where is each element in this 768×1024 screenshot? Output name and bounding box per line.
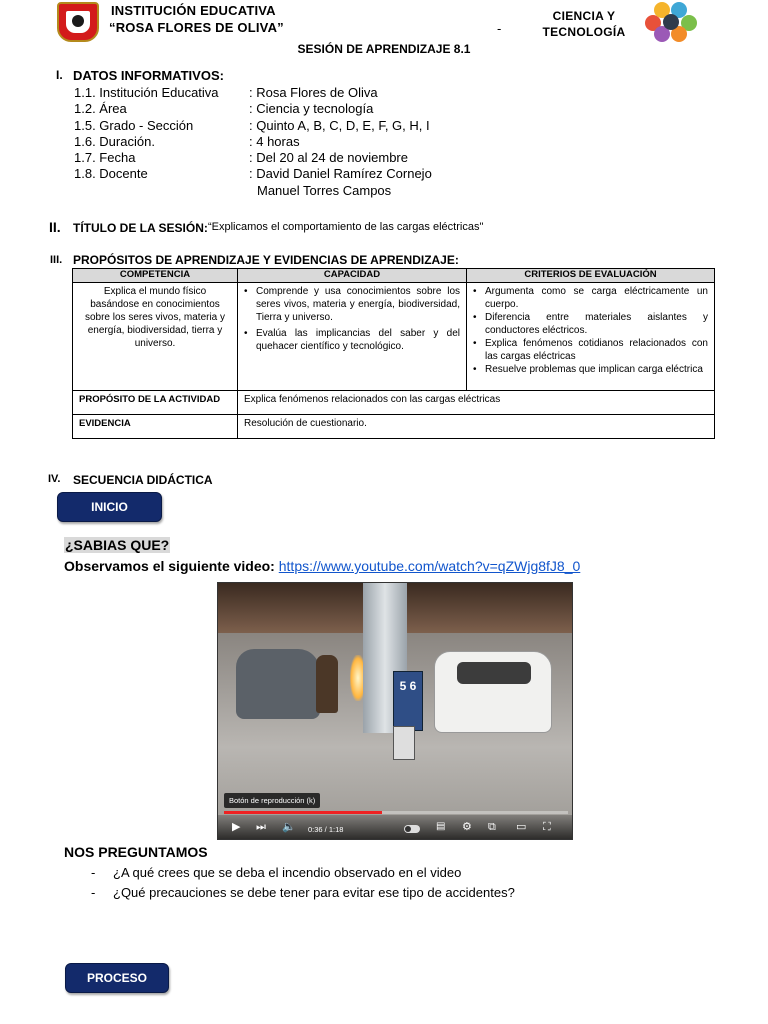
proceso-button[interactable]: PROCESO	[65, 963, 169, 993]
section-1-heading	[56, 68, 224, 83]
video-car-gray	[236, 649, 320, 719]
info-label: 1.8. Docente	[74, 166, 148, 181]
section-2-title: TÍTULO DE LA SESIÓN:	[73, 221, 208, 235]
question-dash: -	[91, 885, 96, 900]
info-label: 1.5. Grado - Sección	[74, 118, 194, 133]
capacidad-item: • Comprende y usa conocimientos sobre los seres vivos, materia y energía, biodiversidad, Tierra y universo.	[244, 285, 460, 324]
section-1-number: I.	[56, 68, 63, 82]
session-topic: “Explicamos el comportamiento de las cargas eléctricas"	[208, 221, 484, 233]
section-1-title: DATOS INFORMATIVOS:	[73, 68, 224, 83]
info-value: : Ciencia y tecnología	[249, 101, 374, 116]
proposito-label: PROPÓSITO DE LA ACTIVIDAD	[73, 391, 238, 415]
video-controls	[218, 815, 573, 840]
criterio-item: • Resuelve problemas que implican carga eléctrica	[473, 363, 708, 376]
miniplayer-icon[interactable]: ⧉	[488, 821, 496, 833]
competencia-cell: Explica el mundo físico basándose en conocimientos sobre los seres vivos, materia y energía, biodiversidad, tierra y universo.	[73, 283, 238, 391]
autoplay-toggle-icon[interactable]	[404, 825, 420, 833]
section-3-title: PROPÓSITOS DE APRENDIZAJE Y EVIDENCIAS DE APRENDIZAJE:	[73, 253, 459, 267]
info-value: : Del 20 al 24 de noviembre	[249, 150, 408, 165]
inicio-button[interactable]: INICIO	[57, 492, 162, 522]
header-criterios: CRITERIOS DE EVALUACIÓN	[467, 269, 715, 283]
info-label: 1.1. Institución Educativa	[74, 85, 219, 100]
session-title: SESIÓN DE APRENDIZAJE 8.1	[297, 42, 471, 56]
info-value: : David Daniel Ramírez Cornejo	[249, 166, 432, 181]
video-link[interactable]: https://www.youtube.com/watch?v=qZWjg8fJ8_0	[278, 558, 581, 574]
criterio-item: • Diferencia entre materiales aislantes y conductores eléctricos.	[473, 311, 708, 337]
question-text: ¿A qué crees que se deba el incendio observado en el video	[113, 865, 462, 880]
criterio-item: • Argumenta como se carga eléctricamente un cuerpo.	[473, 285, 708, 311]
question-text: ¿Qué precauciones se debe tener para evitar ese tipo de accidentes?	[113, 885, 515, 900]
question-dash: -	[91, 865, 96, 880]
section-4-number: IV.	[48, 473, 61, 485]
science-area-logo	[645, 2, 698, 44]
header-competencia: COMPETENCIA	[73, 269, 238, 283]
video-progress-fill	[224, 811, 382, 814]
info-label: 1.7. Fecha	[74, 150, 136, 165]
table-row	[73, 283, 715, 391]
play-button-tooltip: Botón de reproducción (k)	[224, 793, 320, 808]
evidencia-label: EVIDENCIA	[73, 415, 238, 439]
nos-preguntamos-heading: NOS PREGUNTAMOS	[64, 844, 208, 860]
evidencia-value: Resolución de cuestionario.	[238, 415, 715, 439]
area-title-line2: TECNOLOGÍA	[542, 25, 626, 39]
info-value: : Rosa Flores de Oliva	[249, 85, 378, 100]
purposes-table	[72, 268, 715, 439]
info-value: : Quinto A, B, C, D, E, F, G, H, I	[249, 118, 430, 133]
observamos-label: Observamos el siguiente video:	[64, 558, 275, 574]
video-trash-bin	[393, 726, 415, 760]
video-player[interactable]	[217, 582, 573, 840]
volume-icon[interactable]: 🔈	[282, 821, 296, 833]
info-label: 1.2. Área	[74, 101, 127, 116]
video-time: 0:36 / 1:18	[308, 825, 344, 834]
area-title-line1: CIENCIA Y	[552, 9, 616, 23]
table-header-row	[73, 269, 715, 283]
area-title	[538, 8, 630, 40]
criterio-item: • Explica fenómenos cotidianos relacionados con las cargas eléctricas	[473, 337, 708, 363]
capacidad-cell	[238, 283, 467, 391]
fullscreen-icon[interactable]: ⛶	[543, 821, 551, 833]
table-row	[73, 415, 715, 439]
play-icon[interactable]: ▶	[232, 821, 241, 833]
theater-mode-icon[interactable]: ▭	[516, 821, 527, 833]
institution-name-line2: “ROSA FLORES DE OLIVA”	[109, 20, 284, 35]
info-label: 1.6. Duración.	[74, 134, 155, 149]
school-crest-logo	[57, 2, 99, 42]
video-progress-bar[interactable]	[224, 811, 568, 814]
table-row	[73, 391, 715, 415]
pump-number: 5 6	[399, 679, 417, 693]
section-3-number: III.	[50, 254, 63, 266]
header-capacidad: CAPACIDAD	[238, 269, 467, 283]
header-separator: -	[497, 21, 502, 36]
info-value: : 4 horas	[249, 134, 300, 149]
section-4-title: SECUENCIA DIDÁCTICA	[73, 473, 213, 487]
info-teacher-2: Manuel Torres Campos	[257, 183, 392, 198]
page-header	[0, 0, 768, 48]
video-car-white	[434, 651, 552, 733]
institution-name-line1: INSTITUCIÓN EDUCATIVA	[111, 3, 276, 18]
criterios-cell	[467, 283, 715, 391]
observamos-line	[64, 558, 580, 574]
proposito-value: Explica fenómenos relacionados con las cargas eléctricas	[238, 391, 715, 415]
capacidad-item: • Evalúa las implicancias del saber y del quehacer científico y tecnológico.	[244, 327, 460, 353]
settings-gear-icon[interactable]: ⚙	[462, 821, 472, 833]
subtitles-icon[interactable]: ▤	[436, 821, 446, 832]
sabias-que-heading: ¿SABIAS QUE?	[65, 537, 170, 553]
section-2-number: II.	[49, 219, 61, 235]
next-icon[interactable]: ⏭	[256, 821, 266, 833]
video-person	[316, 655, 338, 713]
